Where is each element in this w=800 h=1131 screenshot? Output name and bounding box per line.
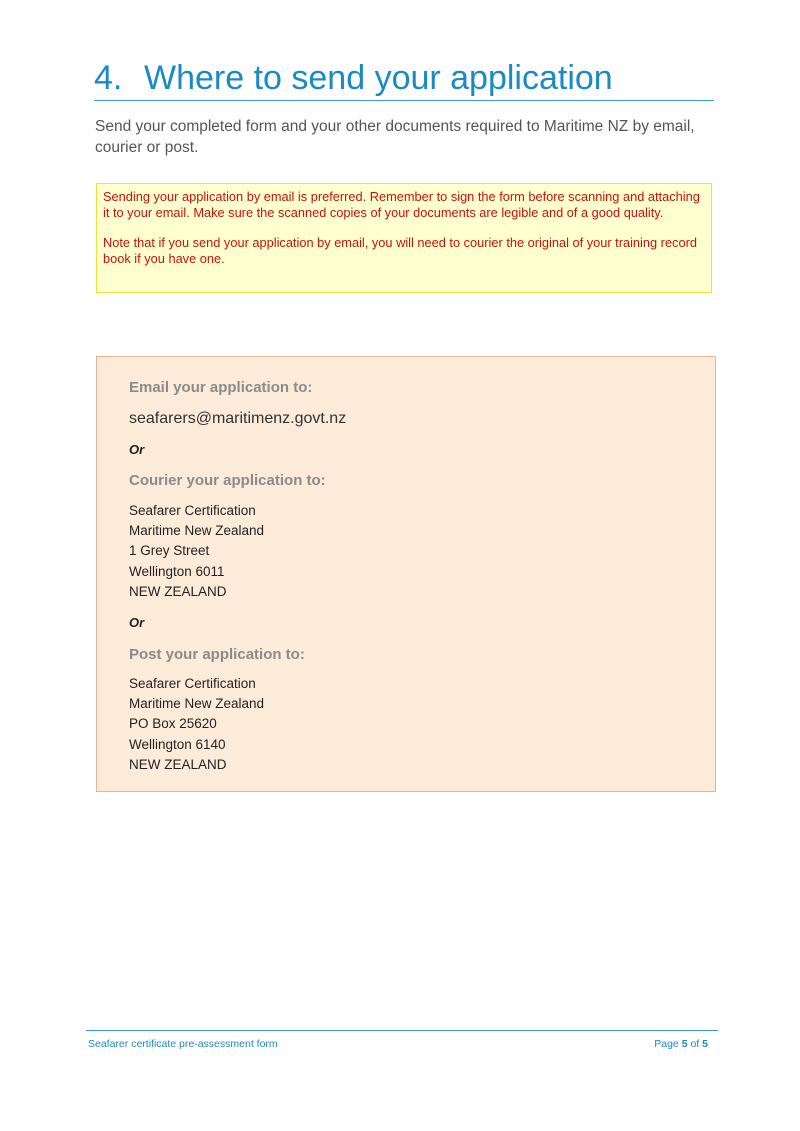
note-paragraph-2: Note that if you send your application by email, you will need to courier the original of your training record book if you have one. [103,235,697,266]
post-line-1: Seafarer Certification [129,676,256,691]
email-address[interactable]: seafarers@maritimenz.govt.nz [129,410,347,427]
section-number: 4. [94,59,123,97]
send-options-box [96,356,716,792]
courier-line-5: NEW ZEALAND [129,583,227,599]
intro-paragraph: Send your completed form and your other documents required to Maritime NZ by email, courier or post. [95,118,695,156]
email-preferred-note [96,183,712,293]
post-line-5: NEW ZEALAND [129,756,227,772]
footer-divider [86,1030,718,1031]
page-current: 5 [681,1038,688,1050]
footer-form-name: Seafarer certificate pre-assessment form [88,1038,278,1050]
post-line-4: Wellington 6140 [129,736,226,752]
email-label: Email your application to: [129,379,313,396]
post-address [129,674,264,775]
courier-label: Courier your application to: [129,472,326,489]
footer-page-number [654,1038,708,1050]
courier-line-2: Maritime New Zealand [129,523,265,539]
courier-line-3: 1 Grey Street [129,543,210,559]
post-line-3: PO Box 25620 [129,716,217,732]
courier-line-4: Wellington 6011 [129,563,225,579]
page-title [94,58,714,101]
post-line-2: Maritime New Zealand [129,696,265,712]
page-word: Page [654,1038,679,1050]
page-total: 5 [702,1038,708,1050]
section-title: Where to send your application [144,59,613,97]
note-paragraph-1: Sending your application by email is preferred. Remember to sign the form before scanning and attaching it to your email. Make sure the scanned copies of your documents are legible and of a good quality. [103,189,700,220]
or-separator-2: Or [129,615,145,630]
or-separator-1: Or [129,442,145,457]
post-label: Post your application to: [129,646,305,663]
courier-address [129,501,264,602]
courier-line-1: Seafarer Certification [129,503,256,518]
of-word: of [690,1038,700,1050]
